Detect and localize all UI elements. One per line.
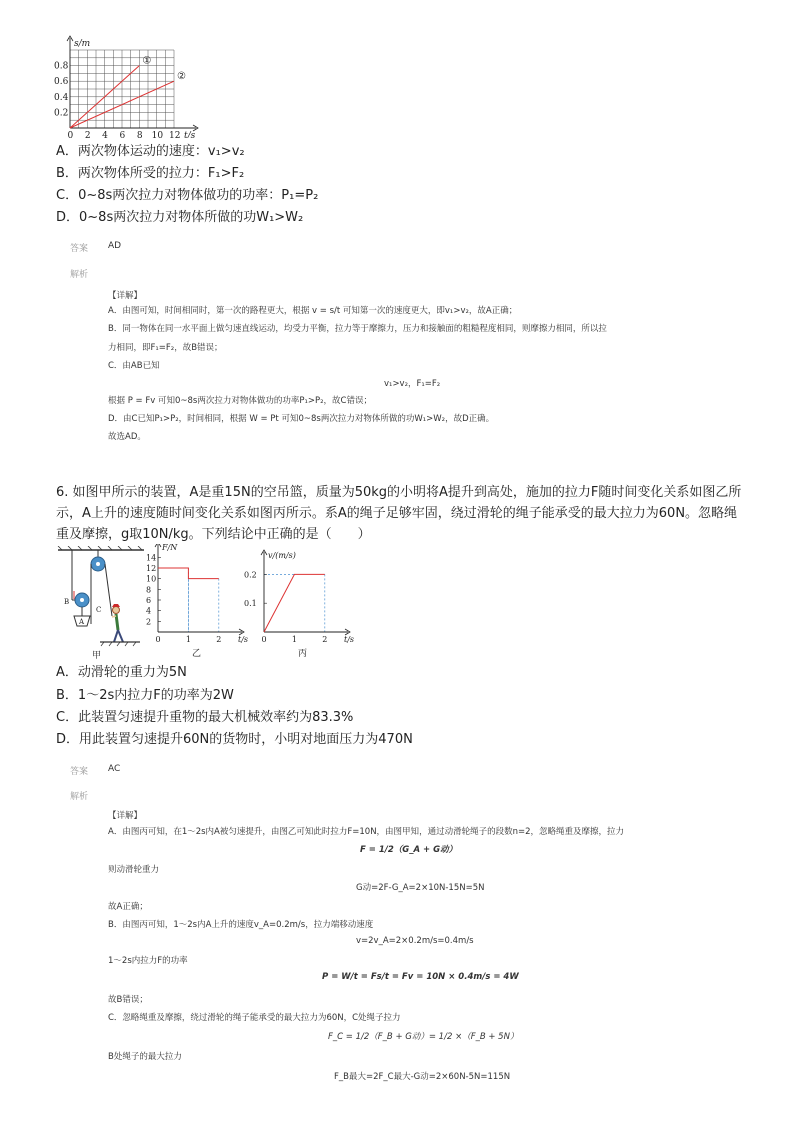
series-label-1: ① (142, 55, 152, 67)
q6-figure-jia (52, 546, 152, 660)
q6-line: B．由图丙可知，1～2s内A上升的速度v_A=0.2m/s，拉力端移动速度 (108, 920, 374, 930)
series-line (158, 568, 219, 579)
x-tick-label: 0 (67, 131, 74, 138)
q6-option-b[interactable]: B．1～2s内拉力F的功率为2W (56, 688, 234, 703)
q5-option-c[interactable]: C．0~8s两次拉力对物体做功的功率：P₁=P₂ (56, 188, 319, 203)
q6-line: B处绳子的最大拉力 (108, 1052, 182, 1062)
y-tick-label: 0.4 (54, 92, 69, 103)
q6-line: 1～2s内拉力F的功率 (108, 956, 188, 966)
y-tick-label: 8 (146, 585, 152, 595)
y-tick-label: 0.2 (54, 108, 69, 119)
y-axis-label: v/(m/s) (268, 551, 296, 560)
chart-caption: 丙 (298, 649, 308, 659)
y-axis-label: s/m (74, 39, 91, 49)
q6-answer: AC (108, 764, 121, 774)
q5-chart (50, 34, 210, 138)
q6-line: 故A正确； (108, 902, 148, 912)
q5-line: 根据 P = Fv 可知0~8s两次拉力对物体做功的功率P₁>P₂，故C错误； (108, 396, 372, 406)
q6-line: F_C = 1/2（F_B + G动）= 1/2 ×（F_B + 5N） (328, 1032, 519, 1042)
q6-option-c[interactable]: C．此装置匀速提升重物的最大机械效率约为83.3% (56, 710, 354, 725)
x-tick-label: 0 (155, 635, 161, 644)
label-c: C (96, 606, 102, 614)
x-tick-label: 2 (84, 131, 91, 138)
q6-line: C．忽略绳重及摩擦，绕过滑轮的绳子能承受的最大拉力为60N，C处绳子拉力 (108, 1013, 401, 1023)
q5-analysis-label: 解析 (70, 270, 89, 280)
y-tick-label: 0.2 (244, 570, 257, 580)
q6-chart-yi (142, 544, 254, 660)
q6-option-a[interactable]: A．动滑轮的重力为5N (56, 665, 187, 680)
y-tick-label: 0.1 (244, 599, 257, 609)
x-tick-label: 6 (119, 131, 126, 138)
q6-option-d[interactable]: D．用此装置匀速提升60N的货物时，小明对地面压力为470N (56, 732, 413, 747)
q6-line: F = 1/2（G_A + G动） (360, 845, 458, 855)
x-tick-label: 1 (185, 635, 191, 644)
y-tick-label: 0.8 (54, 61, 69, 72)
q5-answer-label: 答案 (70, 244, 89, 254)
y-tick-label: 6 (146, 596, 152, 605)
q6-answer-label: 答案 (70, 767, 89, 777)
y-tick-label: 12 (146, 564, 157, 573)
x-tick-label: 12 (169, 131, 181, 138)
q6-line: P = W/t = Fs/t = Fv = 10N × 0.4m/s = 4W (322, 972, 519, 982)
q5-option-d[interactable]: D．0~8s两次拉力对物体所做的功W₁>W₂ (56, 210, 304, 225)
y-tick-label: 2 (146, 617, 152, 627)
y-tick-label: 10 (146, 574, 157, 584)
q6-stem: 6. 如图甲所示的装置，A是重15N的空吊篮，质量为50kg的小明将A提升到高处，施加的拉力F随时间变化关系如图乙所示，A上升的速度随时间变化关系如图丙所示。系A的绳子足够牢固，绕过滑轮的绳子能承受的最大拉力为60N。忽略绳重及摩擦，g取10N/kg。下列结论中正确的是（ ） (56, 485, 742, 542)
label-b: B (64, 598, 70, 606)
caption-jia: 甲 (92, 651, 102, 660)
q5-line: A．由图可知，时间相同时，第一次的路程更大，根据 v = s/t 可知第一次的速度更大，即v₁>v₂，故A正确； (108, 306, 518, 316)
x-tick-label: 2 (322, 635, 328, 644)
q6-chart-bing (240, 544, 358, 660)
chart-caption: 乙 (192, 649, 202, 659)
x-tick-label: 1 (291, 635, 297, 644)
label-a: A (79, 618, 85, 626)
q6-line: v=2v_A=2×0.2m/s=0.4m/s (356, 936, 474, 946)
q5-line: C．由AB已知 (108, 361, 160, 371)
y-tick-label: 14 (146, 553, 157, 563)
q6-line: A．由图丙可知，在1～2s内A被匀速提升，由图乙可知此时拉力F=10N，由图甲知，通过动滑轮绳子的段数n=2，忽略绳重及摩擦，拉力 (108, 827, 624, 837)
x-axis-label: t/s (184, 131, 196, 138)
x-axis-label: t/s (238, 635, 249, 644)
q5-line: D．由C已知P₁>P₂，时间相同，根据 W = Pt 可知0~8s两次拉力对物体所做的功W₁>W₂，故D正确。 (108, 414, 495, 424)
q6-detail-title: 【详解】 (108, 811, 143, 821)
q5-option-a[interactable]: A．两次物体运动的速度：v₁>v₂ (56, 144, 245, 159)
q5-detail-title: 【详解】 (108, 291, 143, 301)
x-tick-label: 8 (136, 131, 143, 138)
q5-line: 力相同，即F₁=F₂，故B错误； (108, 343, 223, 353)
x-tick-label: 2 (216, 635, 222, 644)
q6-line: 则动滑轮重力 (108, 865, 160, 875)
q5-line: 故选AD。 (108, 432, 146, 442)
y-tick-label: 0.6 (54, 77, 69, 88)
series-line (264, 574, 325, 632)
x-tick-label: 10 (151, 131, 164, 138)
q6-line: F_B最大=2F_C最大-G动=2×60N-5N=115N (334, 1072, 511, 1082)
q6-line: 故B错误； (108, 995, 148, 1005)
series-label-2: ② (177, 71, 186, 83)
q5-option-b[interactable]: B．两次物体所受的拉力：F₁>F₂ (56, 166, 245, 181)
q5-answer: AD (108, 241, 122, 251)
q6-analysis-label: 解析 (70, 792, 89, 802)
y-axis-label: F/N (162, 544, 178, 552)
x-tick-label: 4 (102, 131, 108, 138)
x-axis-label: t/s (344, 635, 355, 644)
x-tick-label: 0 (261, 635, 267, 644)
q5-line: B．同一物体在同一水平面上做匀速直线运动，均受力平衡，拉力等于摩擦力，压力和接触面的粗糙程度相同，则摩擦力相同，所以拉 (108, 324, 607, 334)
y-tick-label: 4 (146, 606, 152, 616)
q5-line: v₁>v₂，F₁=F₂ (384, 379, 441, 389)
q6-line: G动=2F-G_A=2×10N-15N=5N (356, 883, 485, 893)
